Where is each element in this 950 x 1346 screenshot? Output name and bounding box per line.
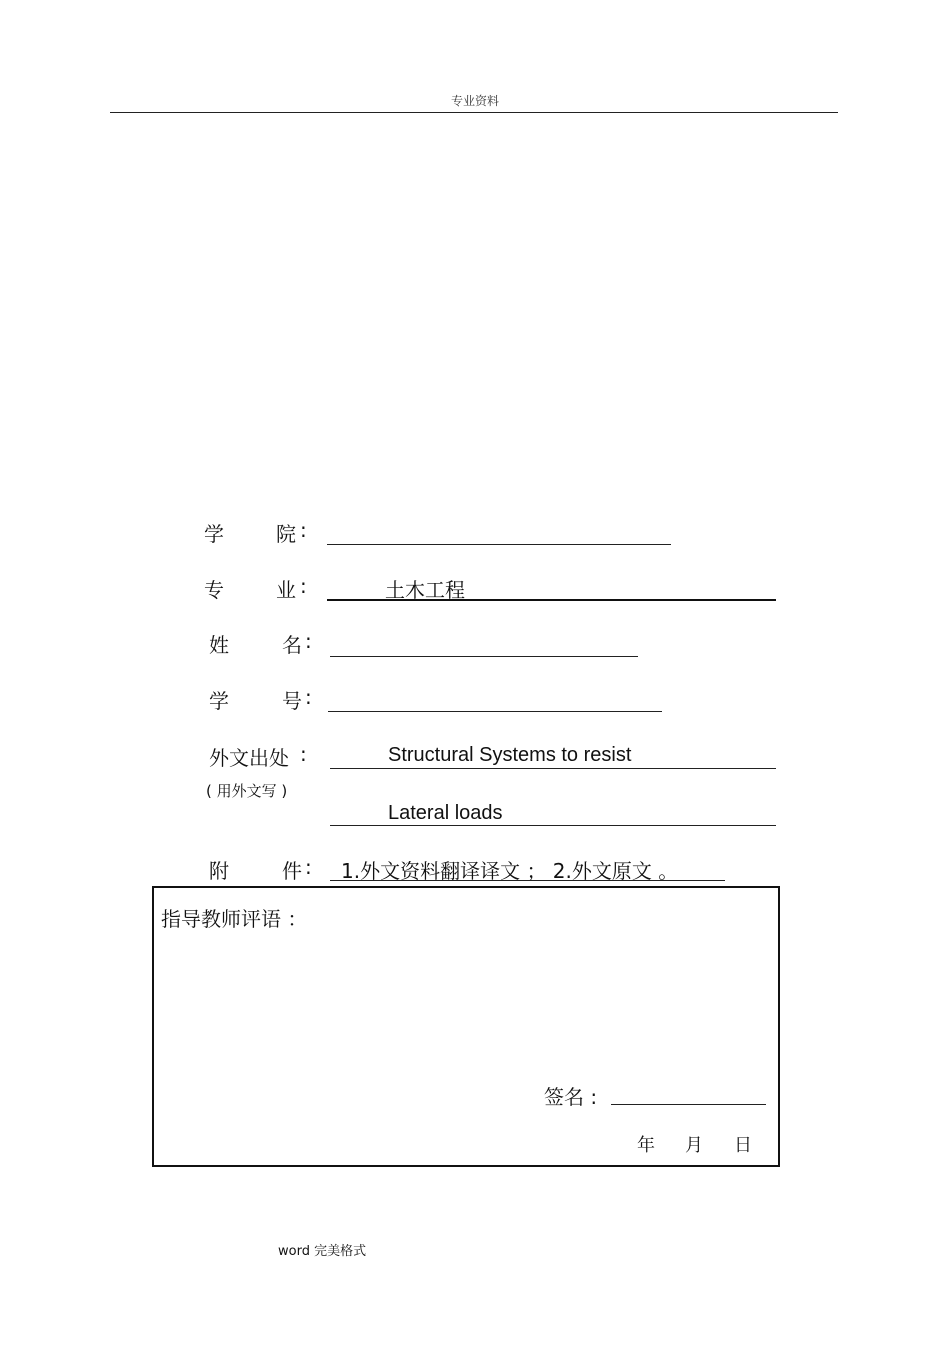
page-header: 专业资料 — [450, 94, 499, 108]
attachment-value: 1.外文资料翻译译文 ； 2.外文原文 。 — [341, 859, 679, 883]
student-id-field[interactable] — [328, 711, 662, 712]
major-label-char-2: 业 — [276, 578, 296, 602]
college-colon: : — [300, 518, 307, 542]
date-year-label: 年 — [637, 1135, 655, 1156]
source-colon: : — [300, 742, 307, 766]
major-label-char-1: 专 — [204, 578, 224, 602]
student-id-label-char-2: 号 — [282, 689, 302, 713]
name-label-char-1: 姓 — [209, 633, 229, 657]
attachment-colon: : — [305, 855, 312, 879]
name-label-char-2: 名 — [282, 633, 302, 657]
college-label-char-2: 院 — [276, 522, 296, 546]
attachment-field[interactable] — [330, 880, 725, 881]
advisor-comment-title: 指导教师评语 ： — [161, 907, 308, 931]
student-id-colon: : — [305, 685, 312, 709]
page-footer: word 完美格式 — [278, 1244, 367, 1259]
header-divider — [110, 112, 838, 113]
major-field[interactable] — [327, 599, 776, 601]
major-colon: : — [300, 574, 307, 598]
attachment-label-char-1: 附 — [209, 859, 229, 883]
name-field[interactable] — [330, 656, 638, 657]
source-field-line-1[interactable] — [330, 768, 776, 769]
source-line-1: Structural Systems to resist — [388, 744, 632, 766]
source-line-2: Lateral loads — [388, 802, 503, 824]
attachment-label-char-2: 件 — [282, 859, 302, 883]
signature-field[interactable] — [611, 1104, 766, 1105]
college-field[interactable] — [327, 544, 671, 545]
student-id-label-char-1: 学 — [209, 689, 229, 713]
source-note: ( 用外文写 ) — [206, 782, 288, 800]
date-month-label: 月 — [685, 1135, 703, 1156]
name-colon: : — [305, 629, 312, 653]
source-label: 外文出处 — [209, 746, 289, 770]
college-label-char-1: 学 — [204, 522, 224, 546]
source-field-line-2[interactable] — [330, 825, 776, 826]
signature-label: 签名 : — [544, 1085, 598, 1109]
major-value: 土木工程 — [385, 578, 465, 602]
date-day-label: 日 — [734, 1135, 752, 1156]
